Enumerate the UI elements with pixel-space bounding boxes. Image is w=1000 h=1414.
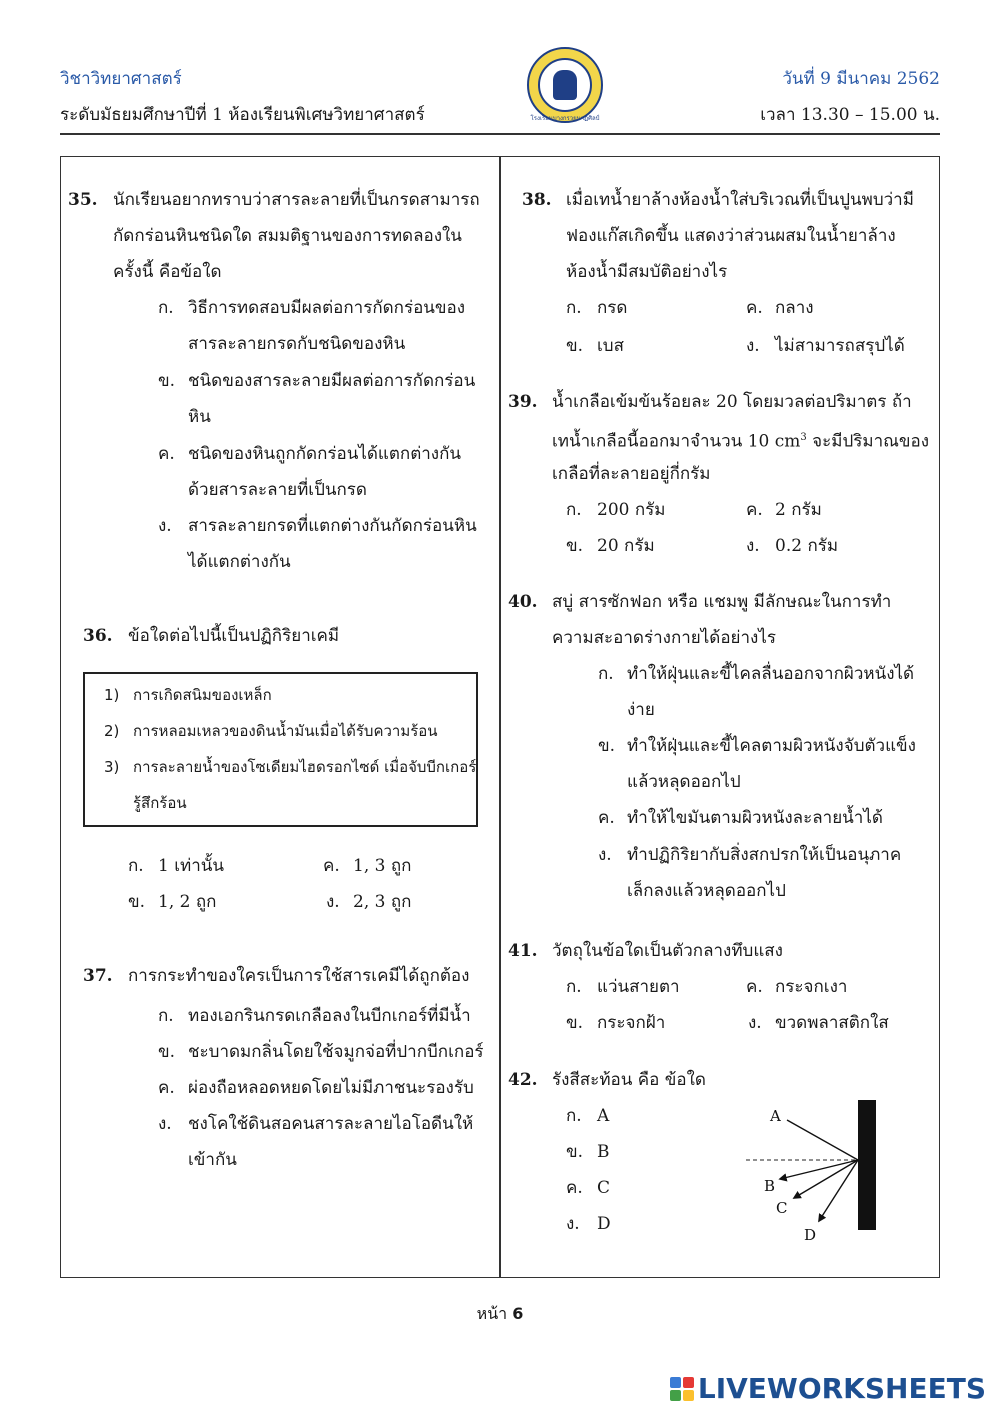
ray-d bbox=[819, 1160, 858, 1221]
q35-choice-text[interactable]: ได้แตกต่างกัน bbox=[188, 552, 291, 572]
q37-choice-label[interactable]: ค. bbox=[158, 1078, 175, 1098]
q38-line: เมื่อเทน้ำยาล้างห้องน้ำใส่บริเวณที่เป็นปูนพบว่ามี bbox=[566, 190, 914, 210]
q35-choice-text[interactable]: หิน bbox=[188, 407, 211, 427]
q35-line: กัดกร่อนหินชนิดใด สมมติฐานของการทดลองใน bbox=[113, 226, 462, 246]
q39-choice-label[interactable]: ง. bbox=[746, 536, 760, 556]
q40-choice-label[interactable]: ข. bbox=[598, 736, 616, 756]
exam-date: วันที่ 9 มีนาคม 2562 bbox=[782, 69, 940, 89]
q42-choice-text[interactable]: C bbox=[597, 1178, 611, 1198]
q39-choice-label[interactable]: ข. bbox=[566, 536, 584, 556]
q36-choice-label[interactable]: ง. bbox=[326, 892, 340, 912]
q38-choice-text[interactable]: ไม่สามารถสรุปได้ bbox=[775, 336, 905, 356]
q37-choice-text[interactable]: ทองเอกรินกรดเกลือลงในบีกเกอร์ที่มีน้ำ bbox=[188, 1006, 471, 1026]
q40-choice-label[interactable]: ง. bbox=[598, 845, 612, 865]
q41-choice-text[interactable]: กระจกฝ้า bbox=[597, 1013, 666, 1033]
q37-choice-label[interactable]: ก. bbox=[158, 1006, 174, 1026]
q37-choice-text[interactable]: ชงโคใช้ดินสอคนสารละลายไอโอดีนให้ bbox=[188, 1114, 474, 1134]
q42-choice-text[interactable]: B bbox=[597, 1142, 610, 1162]
q37-number: 37. bbox=[83, 966, 113, 986]
q41-choice-label[interactable]: ง. bbox=[748, 1013, 762, 1033]
q40-choice-text[interactable]: แล้วหลุดออกไป bbox=[627, 772, 741, 792]
q37-choice-text[interactable]: ผ่องถือหลอดหยดโดยไม่มีภาชนะรองรับ bbox=[188, 1078, 474, 1098]
page-number: หน้า 6 bbox=[476, 1304, 524, 1323]
q35-line: นักเรียนอยากทราบว่าสารละลายที่เป็นกรดสามารถ bbox=[113, 190, 480, 210]
class-level: ระดับมัธยมศึกษาปีที่ 1 ห้องเรียนพิเศษวิทยาศาสตร์ bbox=[60, 105, 425, 125]
ray-a bbox=[787, 1120, 858, 1160]
q37-choice-label[interactable]: ง. bbox=[158, 1114, 172, 1134]
q38-line: ฟองแก๊สเกิดขึ้น แสดงว่าส่วนผสมในน้ำยาล้าง bbox=[566, 226, 896, 246]
q37-choice-text[interactable]: เข้ากัน bbox=[188, 1150, 237, 1170]
q38-choice-label[interactable]: ง. bbox=[746, 336, 760, 356]
q38-choice-label[interactable]: ข. bbox=[566, 336, 584, 356]
q39-choice-text[interactable]: 0.2 กรัม bbox=[775, 536, 839, 556]
q36-number: 36. bbox=[83, 626, 113, 646]
q35-choice-text[interactable]: ด้วยสารละลายที่เป็นกรด bbox=[188, 480, 367, 500]
q42-choice-text[interactable]: A bbox=[597, 1106, 610, 1126]
q38-line: ห้องน้ำมีสมบัติอย่างไร bbox=[566, 262, 728, 282]
q36-choice-label[interactable]: ข. bbox=[128, 892, 146, 912]
q42-choice-label[interactable]: ข. bbox=[566, 1142, 584, 1162]
q40-choice-text[interactable]: ทำให้ฝุ่นและขี้ไคลตามผิวหนังจับตัวแข็ง bbox=[627, 736, 916, 756]
q35-choice-text[interactable]: วิธีการทดสอบมีผลต่อการกัดกร่อนของ bbox=[188, 298, 466, 318]
q35-choice-label[interactable]: ง. bbox=[158, 516, 172, 536]
q37-choice-text[interactable]: ชะบาดมกลิ่นโดยใช้จมูกจ่อที่ปากบีกเกอร์ bbox=[188, 1042, 484, 1062]
ray-c bbox=[794, 1160, 858, 1198]
label-a: A bbox=[770, 1107, 781, 1125]
brand-name: LIVEWORKSHEETS bbox=[697, 1372, 986, 1405]
q40-choice-text[interactable]: ทำปฏิกิริยากับสิ่งสกปรกให้เป็นอนุภาค bbox=[627, 845, 902, 865]
q39-choice-label[interactable]: ค. bbox=[746, 500, 763, 520]
label-d: D bbox=[804, 1226, 817, 1244]
q35-choice-label[interactable]: ค. bbox=[158, 444, 175, 464]
q40-choice-text[interactable]: ทำให้ไขมันตามผิวหนังละลายน้ำได้ bbox=[627, 808, 883, 828]
q37-choice-label[interactable]: ข. bbox=[158, 1042, 176, 1062]
q40-choice-text[interactable]: ทำให้ฝุ่นและขี้ไคลลื่นออกจากผิวหนังได้ bbox=[627, 664, 915, 684]
q39-line: เกลือที่ละลายอยู่กี่กรัม bbox=[552, 464, 711, 484]
statement-number: 1) bbox=[104, 686, 120, 704]
statement-number: 2) bbox=[104, 722, 120, 740]
q42-choice-label[interactable]: ก. bbox=[566, 1106, 582, 1126]
q42-choice-text[interactable]: D bbox=[597, 1214, 611, 1234]
q36-question: ข้อใดต่อไปนี้เป็นปฏิกิริยาเคมี bbox=[128, 626, 340, 646]
label-b: B bbox=[764, 1177, 776, 1195]
subject-title: วิชาวิทยาศาสตร์ bbox=[60, 69, 182, 89]
liveworksheets-logo-icon bbox=[670, 1377, 694, 1401]
q35-choice-label[interactable]: ข. bbox=[158, 371, 176, 391]
q40-choice-label[interactable]: ก. bbox=[598, 664, 614, 684]
q36-choice-label[interactable]: ก. bbox=[128, 856, 144, 876]
q35-line: ครั้งนี้ คือข้อใด bbox=[113, 262, 222, 282]
q36-choice-label[interactable]: ค. bbox=[323, 856, 340, 876]
q40-choice-text[interactable]: ง่าย bbox=[627, 700, 655, 720]
emblem-icon bbox=[553, 70, 577, 100]
q36-choice-text[interactable]: 1 เท่านั้น bbox=[158, 856, 225, 876]
q40-line: สบู่ สารซักฟอก หรือ แชมพู มีลักษณะในการทำ bbox=[552, 592, 892, 612]
q38-choice-text[interactable]: กรด bbox=[597, 298, 628, 318]
statement-text: รู้สึกร้อน bbox=[133, 794, 187, 812]
statement-number: 3) bbox=[104, 758, 120, 776]
q42-number: 42. bbox=[508, 1070, 538, 1090]
statement-text: การหลอมเหลวของดินน้ำมันเมื่อได้รับความร้อน bbox=[133, 722, 438, 740]
q35-choice-label[interactable]: ก. bbox=[158, 298, 174, 318]
q36-choice-text[interactable]: 2, 3 ถูก bbox=[353, 892, 412, 912]
q36-choice-text[interactable]: 1, 2 ถูก bbox=[158, 892, 217, 912]
q42-question: รังสีสะท้อน คือ ข้อใด bbox=[552, 1070, 706, 1090]
header-rule bbox=[60, 133, 940, 135]
q35-choice-text[interactable]: สารละลายกรดกับชนิดของหิน bbox=[188, 334, 406, 354]
statement-text: การละลายน้ำของโซเดียมไฮดรอกไซด์ เมื่อจับบีกเกอร์ bbox=[133, 758, 477, 776]
q36-choice-text[interactable]: 1, 3 ถูก bbox=[353, 856, 412, 876]
q39-choice-text[interactable]: 2 กรัม bbox=[775, 500, 822, 520]
q41-choice-text[interactable]: แว่นสายตา bbox=[597, 977, 680, 997]
q39-number: 39. bbox=[508, 392, 538, 412]
ray-b bbox=[780, 1160, 858, 1179]
reflection-diagram bbox=[730, 1090, 890, 1250]
statement-text: การเกิดสนิมของเหล็ก bbox=[133, 686, 272, 704]
q40-choice-text[interactable]: เล็กลงแล้วหลุดออกไป bbox=[627, 881, 786, 901]
q39-choice-label[interactable]: ก. bbox=[566, 500, 582, 520]
q41-choice-label[interactable]: ข. bbox=[566, 1013, 584, 1033]
q39-line: เทน้ำเกลือนี้ออกมาจำนวน 10 $cm^3$ จะมีปริมาณของ bbox=[552, 431, 930, 452]
q42-choice-label[interactable]: ง. bbox=[566, 1214, 580, 1234]
exam-time: เวลา 13.30 – 15.00 น. bbox=[760, 105, 940, 125]
q40-choice-label[interactable]: ค. bbox=[598, 808, 615, 828]
q41-choice-text[interactable]: กระจกเงา bbox=[775, 977, 848, 997]
q41-choice-label[interactable]: ก. bbox=[566, 977, 582, 997]
q35-choice-text[interactable]: ชนิดของหินถูกกัดกร่อนได้แตกต่างกัน bbox=[188, 444, 462, 464]
q38-choice-text[interactable]: เบส bbox=[597, 336, 624, 356]
q37-question: การกระทำของใครเป็นการใช้สารเคมีได้ถูกต้อง bbox=[128, 966, 470, 986]
column-divider bbox=[499, 156, 501, 1278]
q35-number: 35. bbox=[68, 190, 98, 210]
q42-choice-label[interactable]: ค. bbox=[566, 1178, 583, 1198]
q38-number: 38. bbox=[522, 190, 552, 210]
q41-choice-text[interactable]: ขวดพลาสติกใส bbox=[775, 1013, 889, 1033]
q40-line: ความสะอาดร่างกายได้อย่างไร bbox=[552, 628, 777, 648]
q38-choice-text[interactable]: กลาง bbox=[775, 298, 814, 318]
liveworksheets-brand bbox=[670, 1372, 986, 1405]
school-logo: โรงเรียนบางกรวยนาฏศิลป์ bbox=[527, 47, 603, 123]
q38-choice-label[interactable]: ก. bbox=[566, 298, 582, 318]
q39-line: น้ำเกลือเข้มข้นร้อยละ 20 โดยมวลต่อปริมาตร ถ้า bbox=[552, 392, 912, 412]
mirror-surface bbox=[858, 1100, 876, 1230]
q40-number: 40. bbox=[508, 592, 538, 612]
q39-choice-text[interactable]: 20 กรัม bbox=[597, 536, 655, 556]
q41-question: วัตถุในข้อใดเป็นตัวกลางทึบแสง bbox=[552, 941, 783, 961]
q39-choice-text[interactable]: 200 กรัม bbox=[597, 500, 666, 520]
label-c: C bbox=[776, 1199, 788, 1217]
q35-choice-text[interactable]: สารละลายกรดที่แตกต่างกันกัดกร่อนหิน bbox=[188, 516, 477, 536]
q41-number: 41. bbox=[508, 941, 538, 961]
q38-choice-label[interactable]: ค. bbox=[746, 298, 763, 318]
q41-choice-label[interactable]: ค. bbox=[746, 977, 763, 997]
q35-choice-text[interactable]: ชนิดของสารละลายมีผลต่อการกัดกร่อน bbox=[188, 371, 476, 391]
